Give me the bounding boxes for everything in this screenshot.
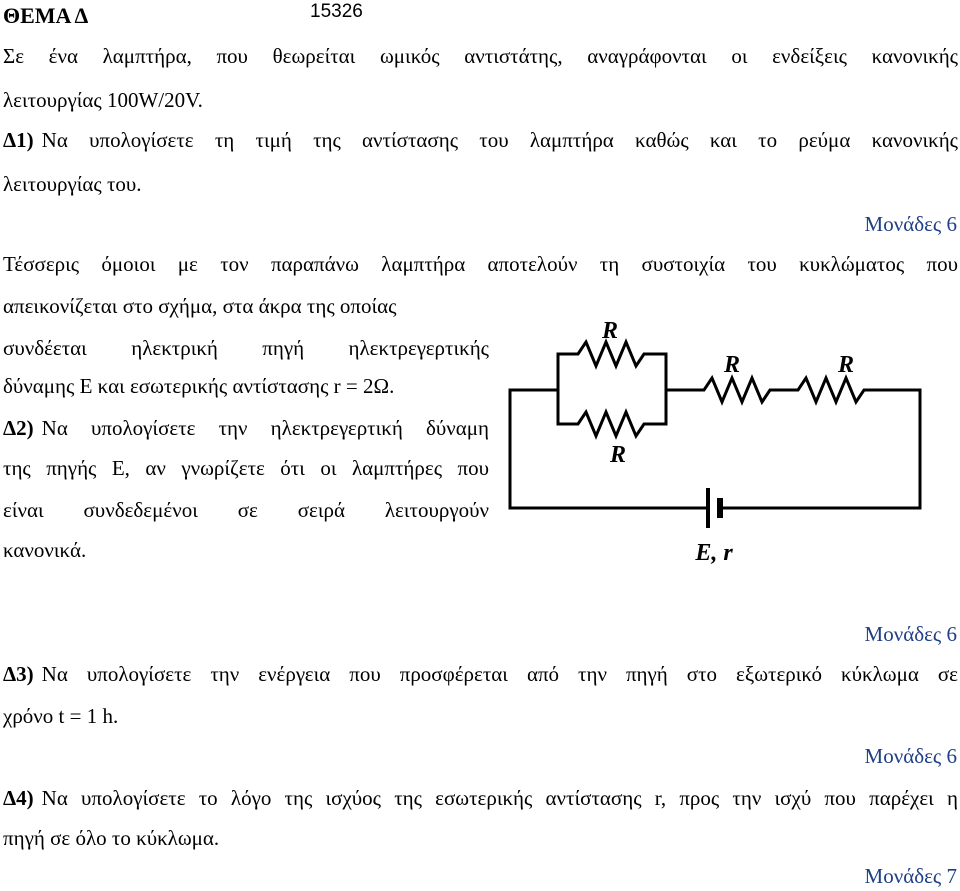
marks-d3: Μονάδες 6 (864, 744, 957, 768)
question-label: Δ3) (3, 662, 34, 686)
intro-line-2: λειτουργίας 100W/20V. (3, 88, 203, 112)
question-label: Δ4) (3, 786, 34, 810)
question-text: Να υπολογίσετε την ηλεκτρεγερτική δύναμη (41, 416, 489, 440)
question-d3 (3, 662, 958, 687)
circuit-line-4: δύναμης E και εσωτερικής αντίστασης r = 2Ω. (3, 374, 395, 398)
marks-d2: Μονάδες 6 (864, 622, 957, 646)
circuit-line-2: απεικονίζεται στο σχήμα, στα άκρα της οποίας (3, 294, 397, 318)
series-resistors (666, 378, 920, 402)
question-code: 15326 (310, 1, 363, 22)
question-d2-line-3: είναι συνδεδεμένοι σε σειρά λειτουργούν (3, 498, 489, 522)
source-label: E, r (695, 540, 733, 566)
question-d2-line-2: της πηγής E, αν γνωρίζετε ότι οι λαμπτήρες που (3, 456, 489, 480)
resistor-label: R (837, 352, 855, 378)
question-label: Δ2) (3, 416, 34, 440)
marks-d4: Μονάδες 7 (864, 864, 957, 888)
question-d2-line-4: κανονικά. (3, 538, 87, 562)
question-d1 (3, 128, 958, 153)
question-d4 (3, 786, 958, 811)
resistor-label: R (723, 352, 741, 378)
section-title: ΘΕΜΑ Δ (3, 3, 89, 28)
resistor-label: R (609, 442, 627, 468)
marks-d1: Μονάδες 6 (864, 212, 957, 236)
circuit-line-1: Τέσσερις όμοιοι με τον παραπάνω λαμπτήρα αποτελούν τη συστοιχία του κυκλώματος που (3, 252, 958, 276)
question-d2 (3, 416, 489, 441)
circuit-line-3: συνδέεται ηλεκτρική πηγή ηλεκτρεγερτικής (3, 336, 489, 360)
question-text: Να υπολογίσετε το λόγο της ισχύος της εσωτερικής αντίστασης r, προς την ισχύ που παρέχει η (41, 786, 958, 810)
resistor-bottom (558, 412, 666, 436)
question-text: Να υπολογίσετε τη τιμή της αντίστασης του λαμπτήρα καθώς και το ρεύμα κανονικής (41, 128, 958, 152)
intro-line-1: Σε ένα λαμπτήρα, που θεωρείται ωμικός αντιστάτης, αναγράφονται οι ενδείξεις κανονικής (3, 44, 958, 68)
resistor-top (558, 342, 666, 366)
question-text: Να υπολογίσετε την ενέργεια που προσφέρεται από την πηγή στο εξωτερικό κύκλωμα σε (41, 662, 958, 686)
question-label: Δ1) (3, 128, 34, 152)
question-d3-line-2: χρόνο t = 1 h. (3, 704, 119, 728)
question-d1-line-2: λειτουργίας του. (3, 172, 142, 196)
question-d4-line-2: πηγή σε όλο το κύκλωμα. (3, 826, 220, 850)
circuit-diagram (500, 310, 940, 575)
resistor-label: R (601, 318, 619, 344)
